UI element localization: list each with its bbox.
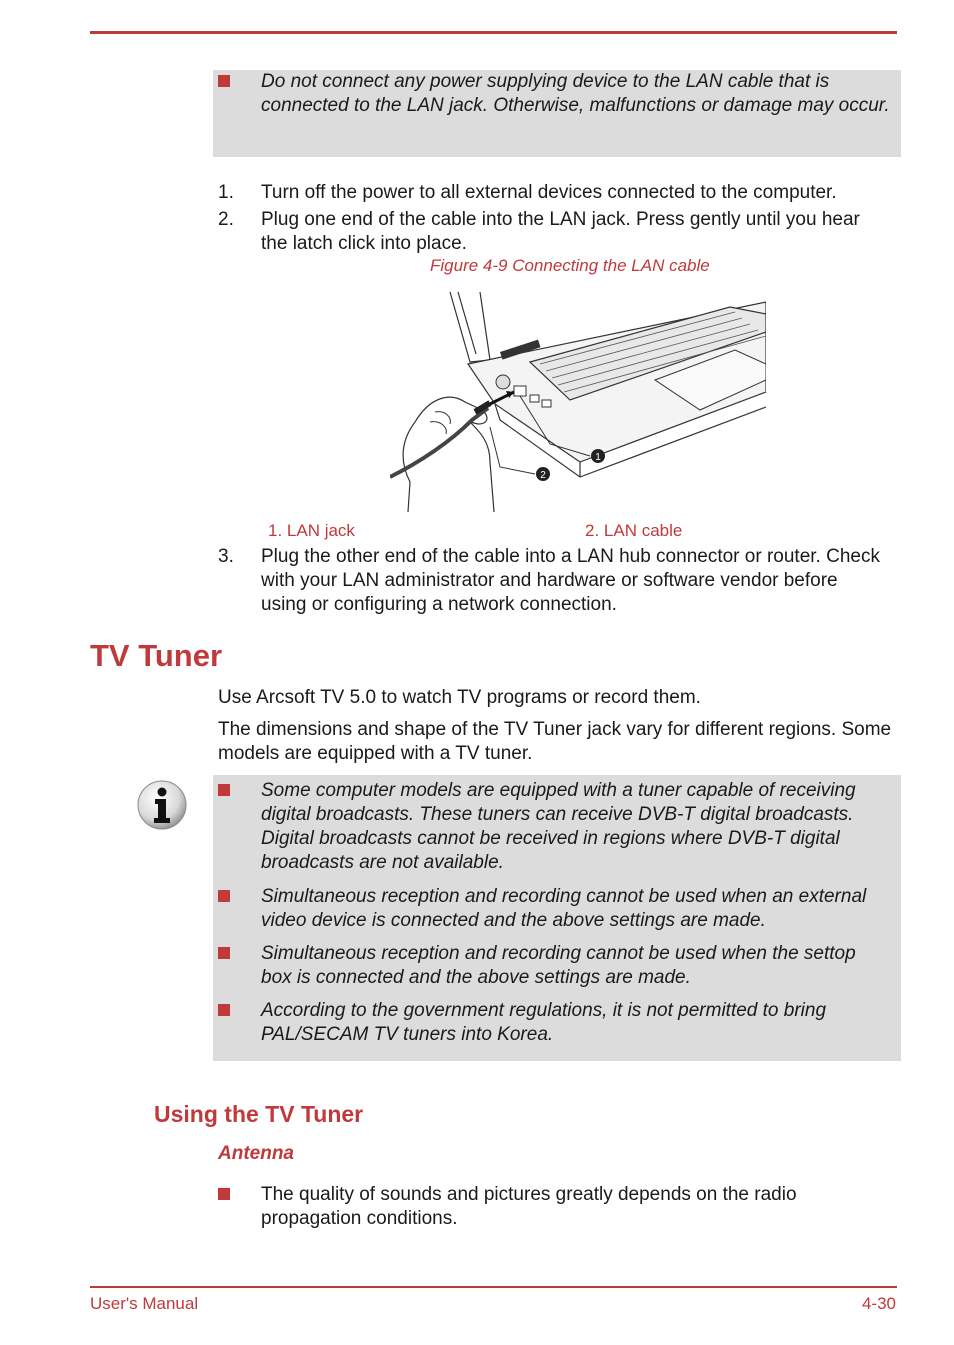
info-note-item: Simultaneous reception and recording cannot be used when an external video device is connected and the above settings are made. <box>261 886 867 931</box>
step-text: Plug the other end of the cable into a LAN hub connector or router. Check with your LAN administrator and hardware or software vendor before using or configuring a network connection. <box>261 546 880 615</box>
info-icon <box>136 779 188 831</box>
bullet-square-icon <box>218 947 230 959</box>
bullet-square-icon <box>218 890 230 902</box>
figure-caption: Figure 4-9 Connecting the LAN cable <box>430 256 710 275</box>
info-note-item: Simultaneous reception and recording cannot be used when the settop box is connected and the above settings are made. <box>261 943 856 988</box>
footer-left: User's Manual <box>90 1294 199 1313</box>
footer-rule <box>90 1286 897 1288</box>
section-paragraph: The dimensions and shape of the TV Tuner jack vary for different regions. Some models are equipped with a TV tuner. <box>218 719 892 764</box>
step-number: 1. <box>218 182 234 203</box>
bullet-square-icon <box>218 784 230 796</box>
section-title: TV Tuner <box>90 638 223 673</box>
bullet-square-icon <box>218 75 230 87</box>
header-rule <box>90 31 897 34</box>
page-number: 4-30 <box>861 1294 896 1313</box>
step-text: Plug one end of the cable into the LAN jack. Press gently until you hear the latch click into place. <box>261 209 860 254</box>
step-number: 3. <box>218 546 234 567</box>
lan-connection-figure <box>390 292 766 512</box>
section-paragraph: Use Arcsoft TV 5.0 to watch TV programs or record them. <box>218 687 701 708</box>
bullet-square-icon <box>218 1004 230 1016</box>
callout-2: 2 <box>540 470 546 481</box>
info-note-item: Some computer models are equipped with a tuner capable of receiving digital broadcasts. These tuners can receive DVB-T digital broadcasts. Digital broadcasts cannot be received in regions where DVB-T digital broadcasts are not available. <box>261 780 856 873</box>
antenna-bullet-text: The quality of sounds and pictures greatly depends on the radio propagation conditions. <box>261 1184 797 1229</box>
subsection-title: Using the TV Tuner <box>154 1101 364 1127</box>
figure-legend-lan-cable: 2. LAN cable <box>585 521 683 540</box>
warning-note-text: Do not connect any power supplying device to the LAN cable that is connected to the LAN jack. Otherwise, malfunctions or damage may occur. <box>261 71 890 116</box>
callout-1: 1 <box>595 452 601 463</box>
info-note-item: According to the government regulations, it is not permitted to bring PAL/SECAM TV tuners into Korea. <box>261 1000 827 1045</box>
step-text: Turn off the power to all external devices connected to the computer. <box>261 182 837 203</box>
subsection-subtitle: Antenna <box>218 1143 294 1164</box>
step-number: 2. <box>218 209 234 230</box>
bullet-square-icon <box>218 1188 230 1200</box>
figure-legend-lan-jack: 1. LAN jack <box>268 521 355 540</box>
